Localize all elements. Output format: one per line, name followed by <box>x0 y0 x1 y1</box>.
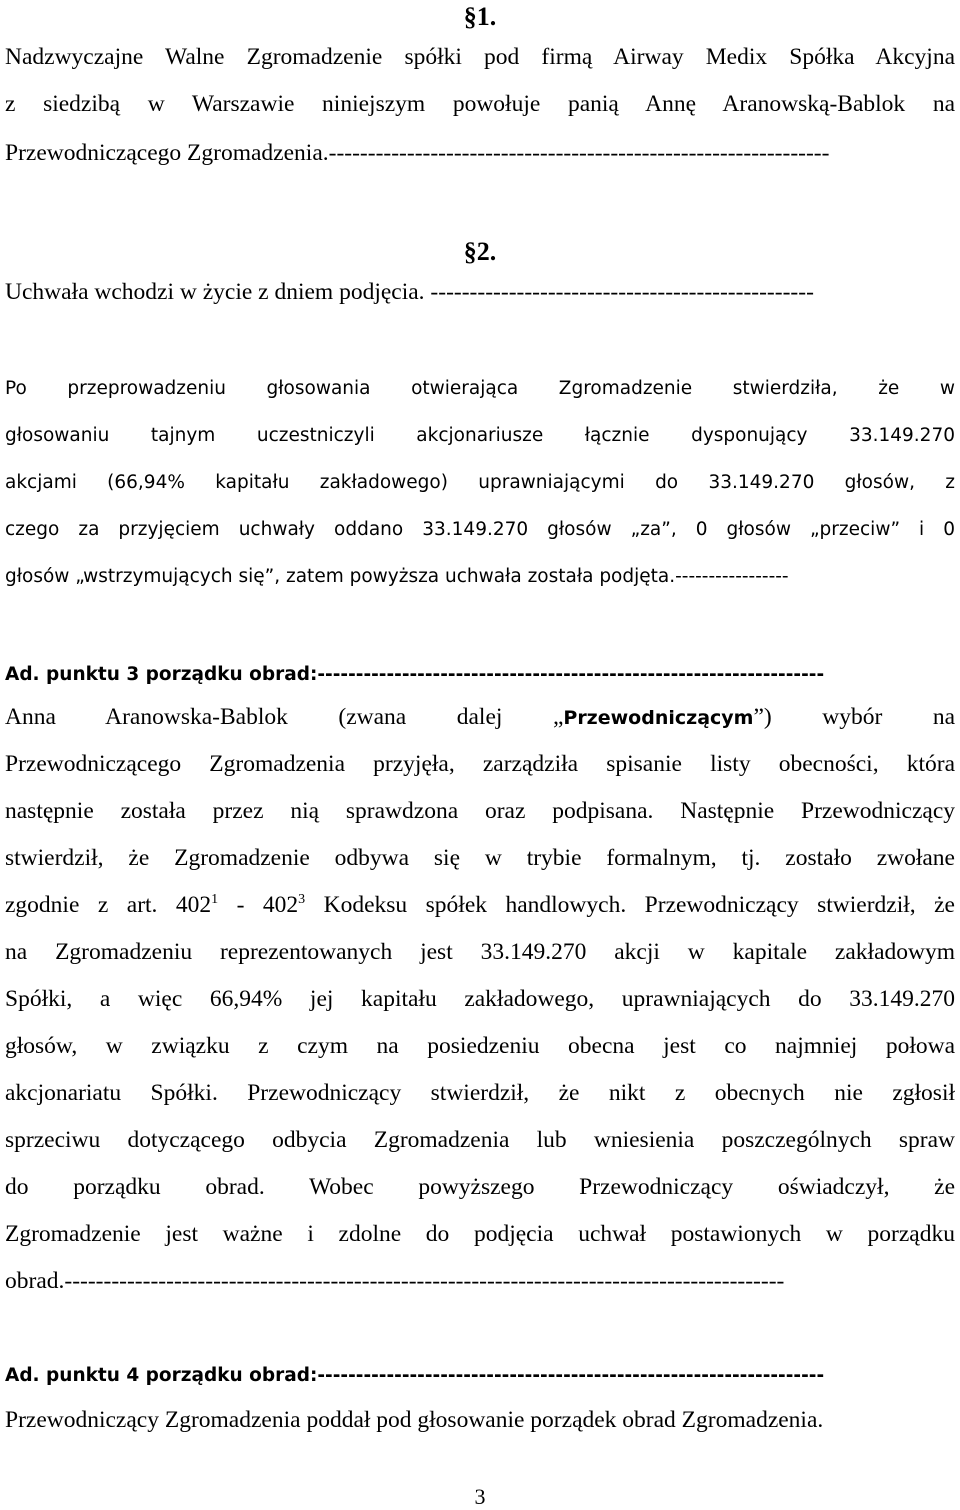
vote-result-line-1: Po przeprowadzeniu głosowania otwierająca Zgromadzenie stwierdziła, że w <box>5 378 955 399</box>
item-4-line: Przewodniczący Zgromadzenia poddał pod głosowanie porządek obrad Zgromadzenia. <box>5 1407 824 1433</box>
item-3-line-6: na Zgromadzeniu reprezentowanych jest 33.149.270 akcji w kapitale zakładowym <box>5 939 955 965</box>
vote-result-line-2: głosowaniu tajnym uczestniczyli akcjonariusze łącznie dysponujący 33.149.270 <box>5 425 955 446</box>
item-3-heading: Ad. punktu 3 porządku obrad:------------------------------------------------------------------ <box>5 664 825 685</box>
item-3-line-5-b: - 402 <box>218 892 299 918</box>
section-1-line-1: Nadzwyczajne Walne Zgromadzenie spółki pod firmą Airway Medix Spółka Akcyjna <box>5 44 955 70</box>
item-3-line-1 <box>5 704 955 731</box>
item-3-line-5 <box>5 892 955 919</box>
vote-result-line-4: czego za przyjęciem uchwały oddano 33.149.270 głosów „za”, 0 głosów „przeciw” i 0 <box>5 519 955 540</box>
item-3-line-8: głosów, w związku z czym na posiedzeniu obecna jest co najmniej połowa <box>5 1033 955 1059</box>
section-1-heading: §1. <box>463 2 497 31</box>
page-number: 3 <box>474 1484 486 1509</box>
vote-result-line-3: akcjami (66,94% kapitału zakładowego) uprawniającymi do 33.149.270 głosów, z <box>5 472 955 493</box>
section-1-line-3: Przewodniczącego Zgromadzenia.---------------------------------------------------------------- <box>5 140 830 166</box>
item-3-line-9: akcjonariatu Spółki. Przewodniczący stwierdził, że nikt z obecnych nie zgłosił <box>5 1080 955 1106</box>
item-3-line-2: Przewodniczącego Zgromadzenia przyjęła, zarządziła spisanie listy obecności, która <box>5 751 955 777</box>
item-3-line-3: następnie została przez nią sprawdzona oraz podpisana. Następnie Przewodniczący <box>5 798 955 824</box>
item-3-line-4: stwierdził, że Zgromadzenie odbywa się w trybie formalnym, tj. zostało zwołane <box>5 845 955 871</box>
item-3-line-13: obrad.-------------------------------------------------------------------------------------------- <box>5 1268 785 1294</box>
item-3-line-7: Spółki, a więc 66,94% jej kapitału zakładowego, uprawniających do 33.149.270 <box>5 986 955 1012</box>
section-2-heading: §2. <box>463 237 497 266</box>
superscript-3: 3 <box>298 892 306 908</box>
item-3-line-11: do porządku obrad. Wobec powyższego Przewodniczący oświadczył, że <box>5 1174 955 1200</box>
item-3-line-1-end: ”) wybór na <box>753 704 955 730</box>
item-3-line-5-a: zgodnie z art. 402 <box>5 892 212 918</box>
item-3-line-1-start: Anna Aranowska-Bablok (zwana dalej „ <box>5 704 564 730</box>
item-3-line-5-c: Kodeksu spółek handlowych. Przewodniczący stwierdził, że <box>305 892 955 918</box>
superscript-1: 1 <box>211 892 219 908</box>
section-2-line: Uchwała wchodzi w życie z dniem podjęcia. ------------------------------------------------- <box>5 279 814 305</box>
chairman-term: Przewodniczącym <box>563 707 754 729</box>
vote-result-line-5: głosów „wstrzymujących się”, zatem powyższa uchwała została podjęta.----------------- <box>5 566 789 587</box>
item-3-line-12: Zgromadzenie jest ważne i zdolne do podjęcia uchwał postawionych w porządku <box>5 1221 955 1247</box>
item-4-heading: Ad. punktu 4 porządku obrad:------------------------------------------------------------------ <box>5 1365 825 1386</box>
section-1-line-2: z siedzibą w Warszawie niniejszym powołuje panią Annę Aranowską-Bablok na <box>5 91 955 117</box>
item-3-line-10: sprzeciwu dotyczącego odbycia Zgromadzenia lub wniesienia poszczególnych spraw <box>5 1127 955 1153</box>
